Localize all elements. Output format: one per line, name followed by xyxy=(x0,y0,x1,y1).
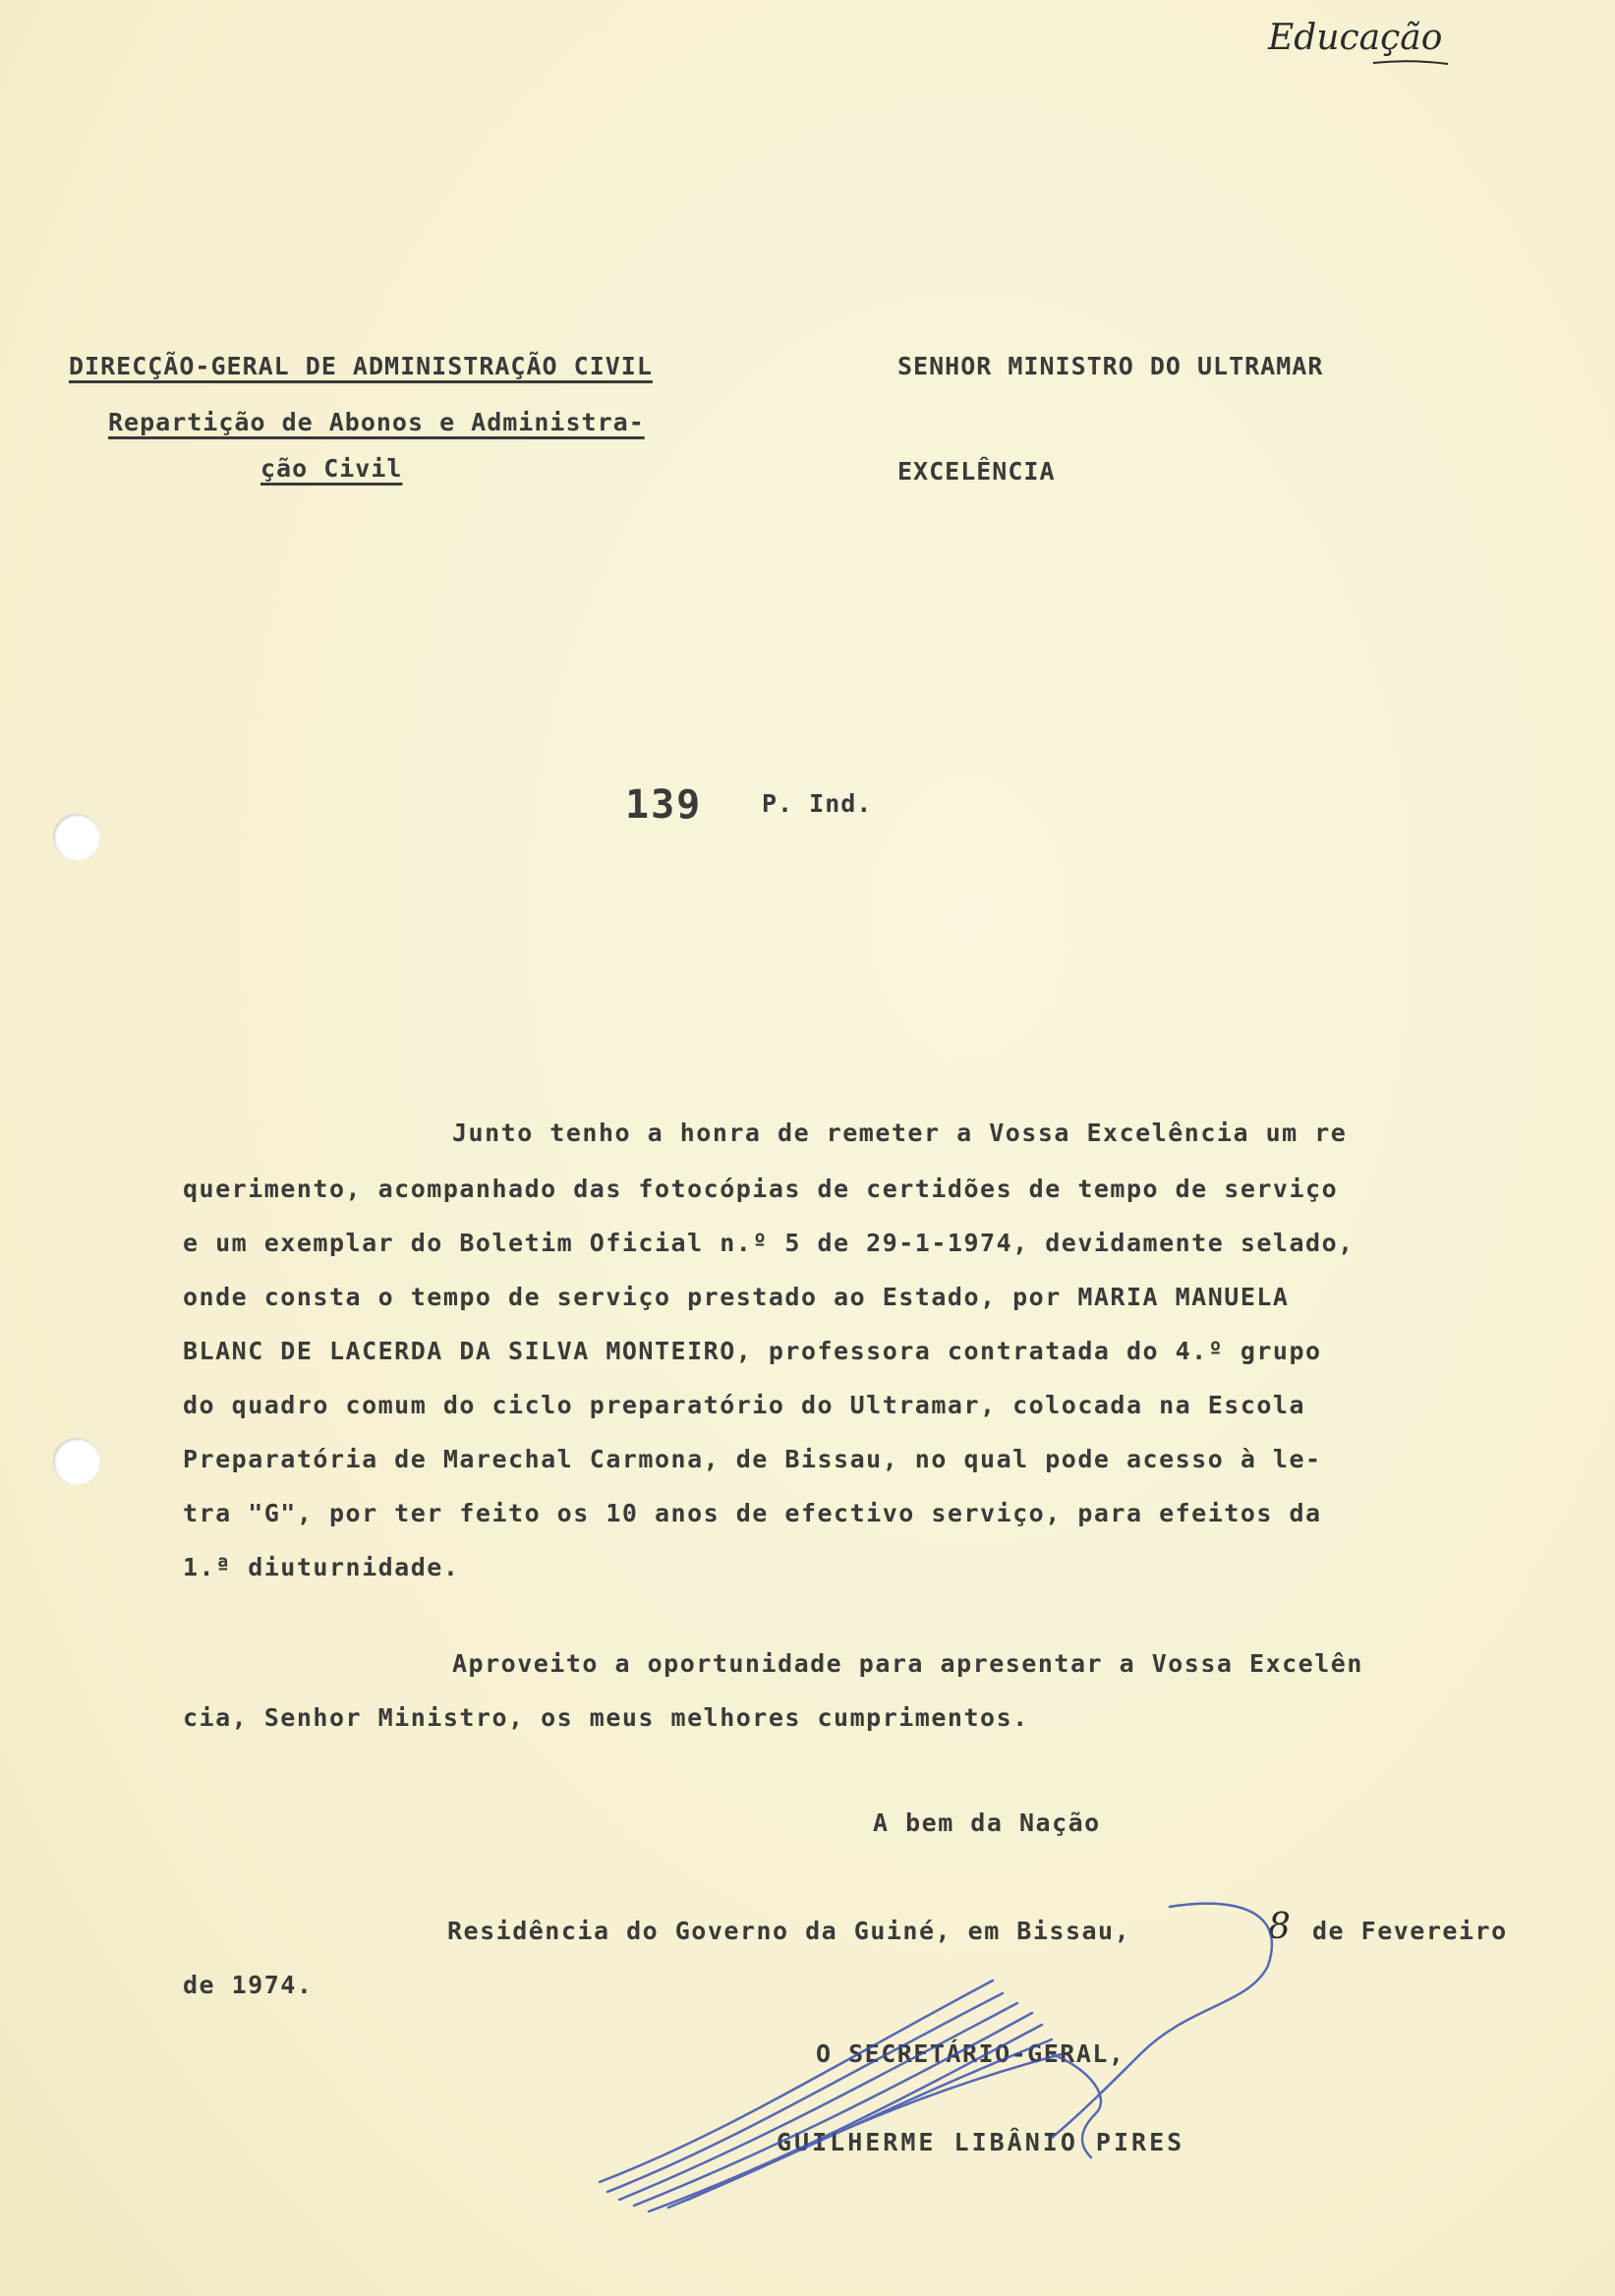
reference-number: 139 xyxy=(625,782,703,828)
signer-title: O SECRETÁRIO-GERAL, xyxy=(816,2039,1125,2068)
signer-name: GUILHERME LIBÂNIO PIRES xyxy=(777,2128,1185,2156)
body-line: Aproveito a oportunidade para apresentar a Vossa Excelên xyxy=(452,1649,1363,1678)
department-heading: DIRECÇÃO-GERAL DE ADMINISTRAÇÃO CIVIL xyxy=(69,352,653,380)
body-line: do quadro comum do ciclo preparatório do Ultramar, colocada na Escola xyxy=(183,1391,1306,1419)
body-line: Preparatória de Marechal Carmona, de Bissau, no qual pode acesso à le- xyxy=(183,1445,1322,1473)
handwritten-day: 8 xyxy=(1268,1907,1291,1947)
department-subheading-line2: ção Civil xyxy=(260,454,403,483)
addressee: SENHOR MINISTRO DO ULTRAMAR xyxy=(897,352,1324,380)
handwritten-signature xyxy=(580,1887,1327,2241)
corner-annotation: Educação xyxy=(1268,18,1443,58)
body-line: onde consta o tempo de serviço prestado ao Estado, por MARIA MANUELA xyxy=(183,1283,1290,1311)
department-subheading-line1: Repartição de Abonos e Administra- xyxy=(108,408,645,436)
body-line: cia, Senhor Ministro, os meus melhores cumprimentos. xyxy=(183,1703,1029,1732)
punch-hole-top xyxy=(53,814,100,861)
body-line: querimento, acompanhado das fotocópias de certidões de tempo de serviço xyxy=(183,1175,1339,1203)
body-line: 1.ª diuturnidade. xyxy=(183,1553,460,1581)
body-line: BLANC DE LACERDA DA SILVA MONTEIRO, professora contratada do 4.º grupo xyxy=(183,1337,1322,1365)
punch-hole-bottom xyxy=(53,1438,100,1485)
body-line: Junto tenho a honra de remeter a Vossa Excelência um re xyxy=(452,1119,1348,1147)
salutation: EXCELÊNCIA xyxy=(897,457,1056,486)
corner-annotation-underline xyxy=(1371,57,1450,69)
place-date-line: Residência do Governo da Guiné, em Bissau, xyxy=(447,1917,1131,1945)
reference-code: P. Ind. xyxy=(762,789,873,818)
place-date-month: de Fevereiro xyxy=(1312,1917,1508,1945)
body-line: tra "G", por ter feito os 10 anos de efectivo serviço, para efeitos da xyxy=(183,1499,1322,1527)
closing-motto: A bem da Nação xyxy=(873,1808,1101,1837)
body-line: e um exemplar do Boletim Oficial n.º 5 de 29-1-1974, devidamente selado, xyxy=(183,1229,1355,1257)
place-date-year: de 1974. xyxy=(183,1971,314,1999)
